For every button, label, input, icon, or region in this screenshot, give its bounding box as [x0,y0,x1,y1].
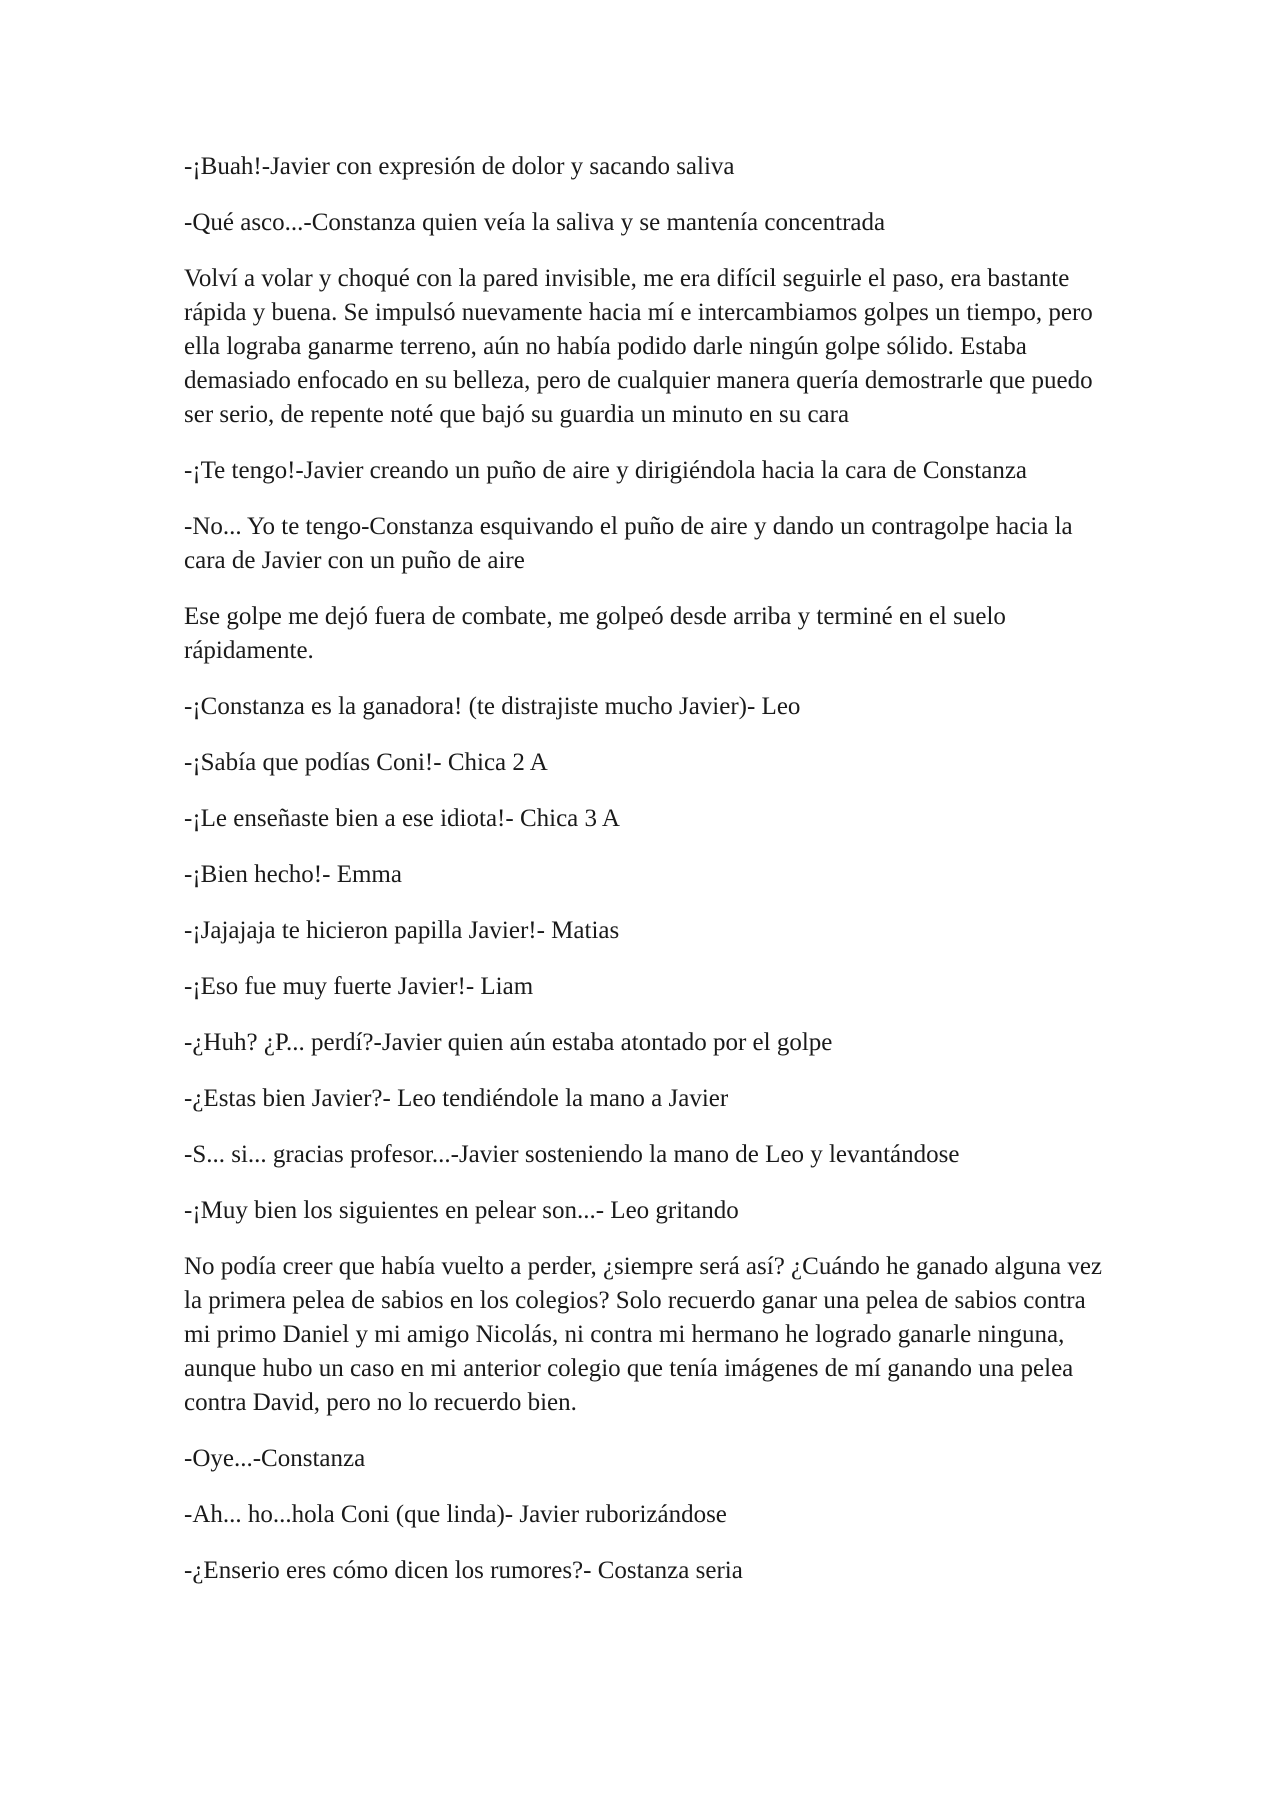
paragraph: -¡Buah!-Javier con expresión de dolor y sacando saliva [184,153,735,180]
paragraph: -¿Enserio eres cómo dicen los rumores?- Costanza seria [184,1557,743,1584]
paragraph: -¡Te tengo!-Javier creando un puño de aire y dirigiéndola hacia la cara de Constanza [184,457,1028,484]
paragraph: -Qué asco...-Constanza quien veía la saliva y se mantenía concentrada [184,209,886,236]
paragraph: No podía creer que había vuelto a perder, ¿siempre será así? ¿Cuándo he ganado alguna vez la primera pelea de sabios en los colegios? Solo recuerdo ganar una pelea de sabios contra mi primo Daniel y mi amigo Nicolás, ni contra mi hermano he logrado ganarle ninguna, aunque hubo un caso en mi anterior colegio que tenía imágenes de mí ganando una pelea contra David, pero no lo recuerdo bien. [184,1253,1103,1416]
paragraph: -Ah... ho...hola Coni (que linda)- Javier ruborizándose [184,1501,727,1528]
paragraph: -¿Estas bien Javier?- Leo tendiéndole la mano a Javier [184,1085,729,1112]
paragraph: -¡Constanza es la ganadora! (te distrajiste mucho Javier)- Leo [184,693,801,720]
paragraph: -¡Eso fue muy fuerte Javier!- Liam [184,973,534,1000]
paragraph: -¡Sabía que podías Coni!- Chica 2 A [184,749,548,776]
paragraph: Volví a volar y choqué con la pared invisible, me era difícil seguirle el paso, era bastante rápida y buena. Se impulsó nuevamente hacia mí e intercambiamos golpes un tiempo, pero ella lograba ganarme terreno, aún no había podido darle ningún golpe sólido. Estaba demasiado enfocado en su belleza, pero de cualquier manera quería demostrarle que puedo ser serio, de repente noté que bajó su guardia un minuto en su cara [184,265,1093,428]
paragraph: -¡Le enseñaste bien a ese idiota!- Chica 3 A [184,805,620,832]
paragraph: -¡Bien hecho!- Emma [184,861,402,888]
paragraph: -¿Huh? ¿P... perdí?-Javier quien aún estaba atontado por el golpe [184,1029,833,1056]
paragraph: -¡Jajajaja te hicieron papilla Javier!- Matias [184,917,620,944]
paragraph: -¡Muy bien los siguientes en pelear son...- Leo gritando [184,1197,739,1224]
paragraph: -Oye...-Constanza [184,1445,366,1472]
document-body [184,150,1104,1610]
paragraph: Ese golpe me dejó fuera de combate, me golpeó desde arriba y terminé en el suelo rápidamente. [184,603,1006,664]
paragraph: -No... Yo te tengo-Constanza esquivando el puño de aire y dando un contragolpe hacia la cara de Javier con un puño de aire [184,513,1073,574]
paragraph: -S... si... gracias profesor...-Javier sosteniendo la mano de Leo y levantándose [184,1141,960,1168]
